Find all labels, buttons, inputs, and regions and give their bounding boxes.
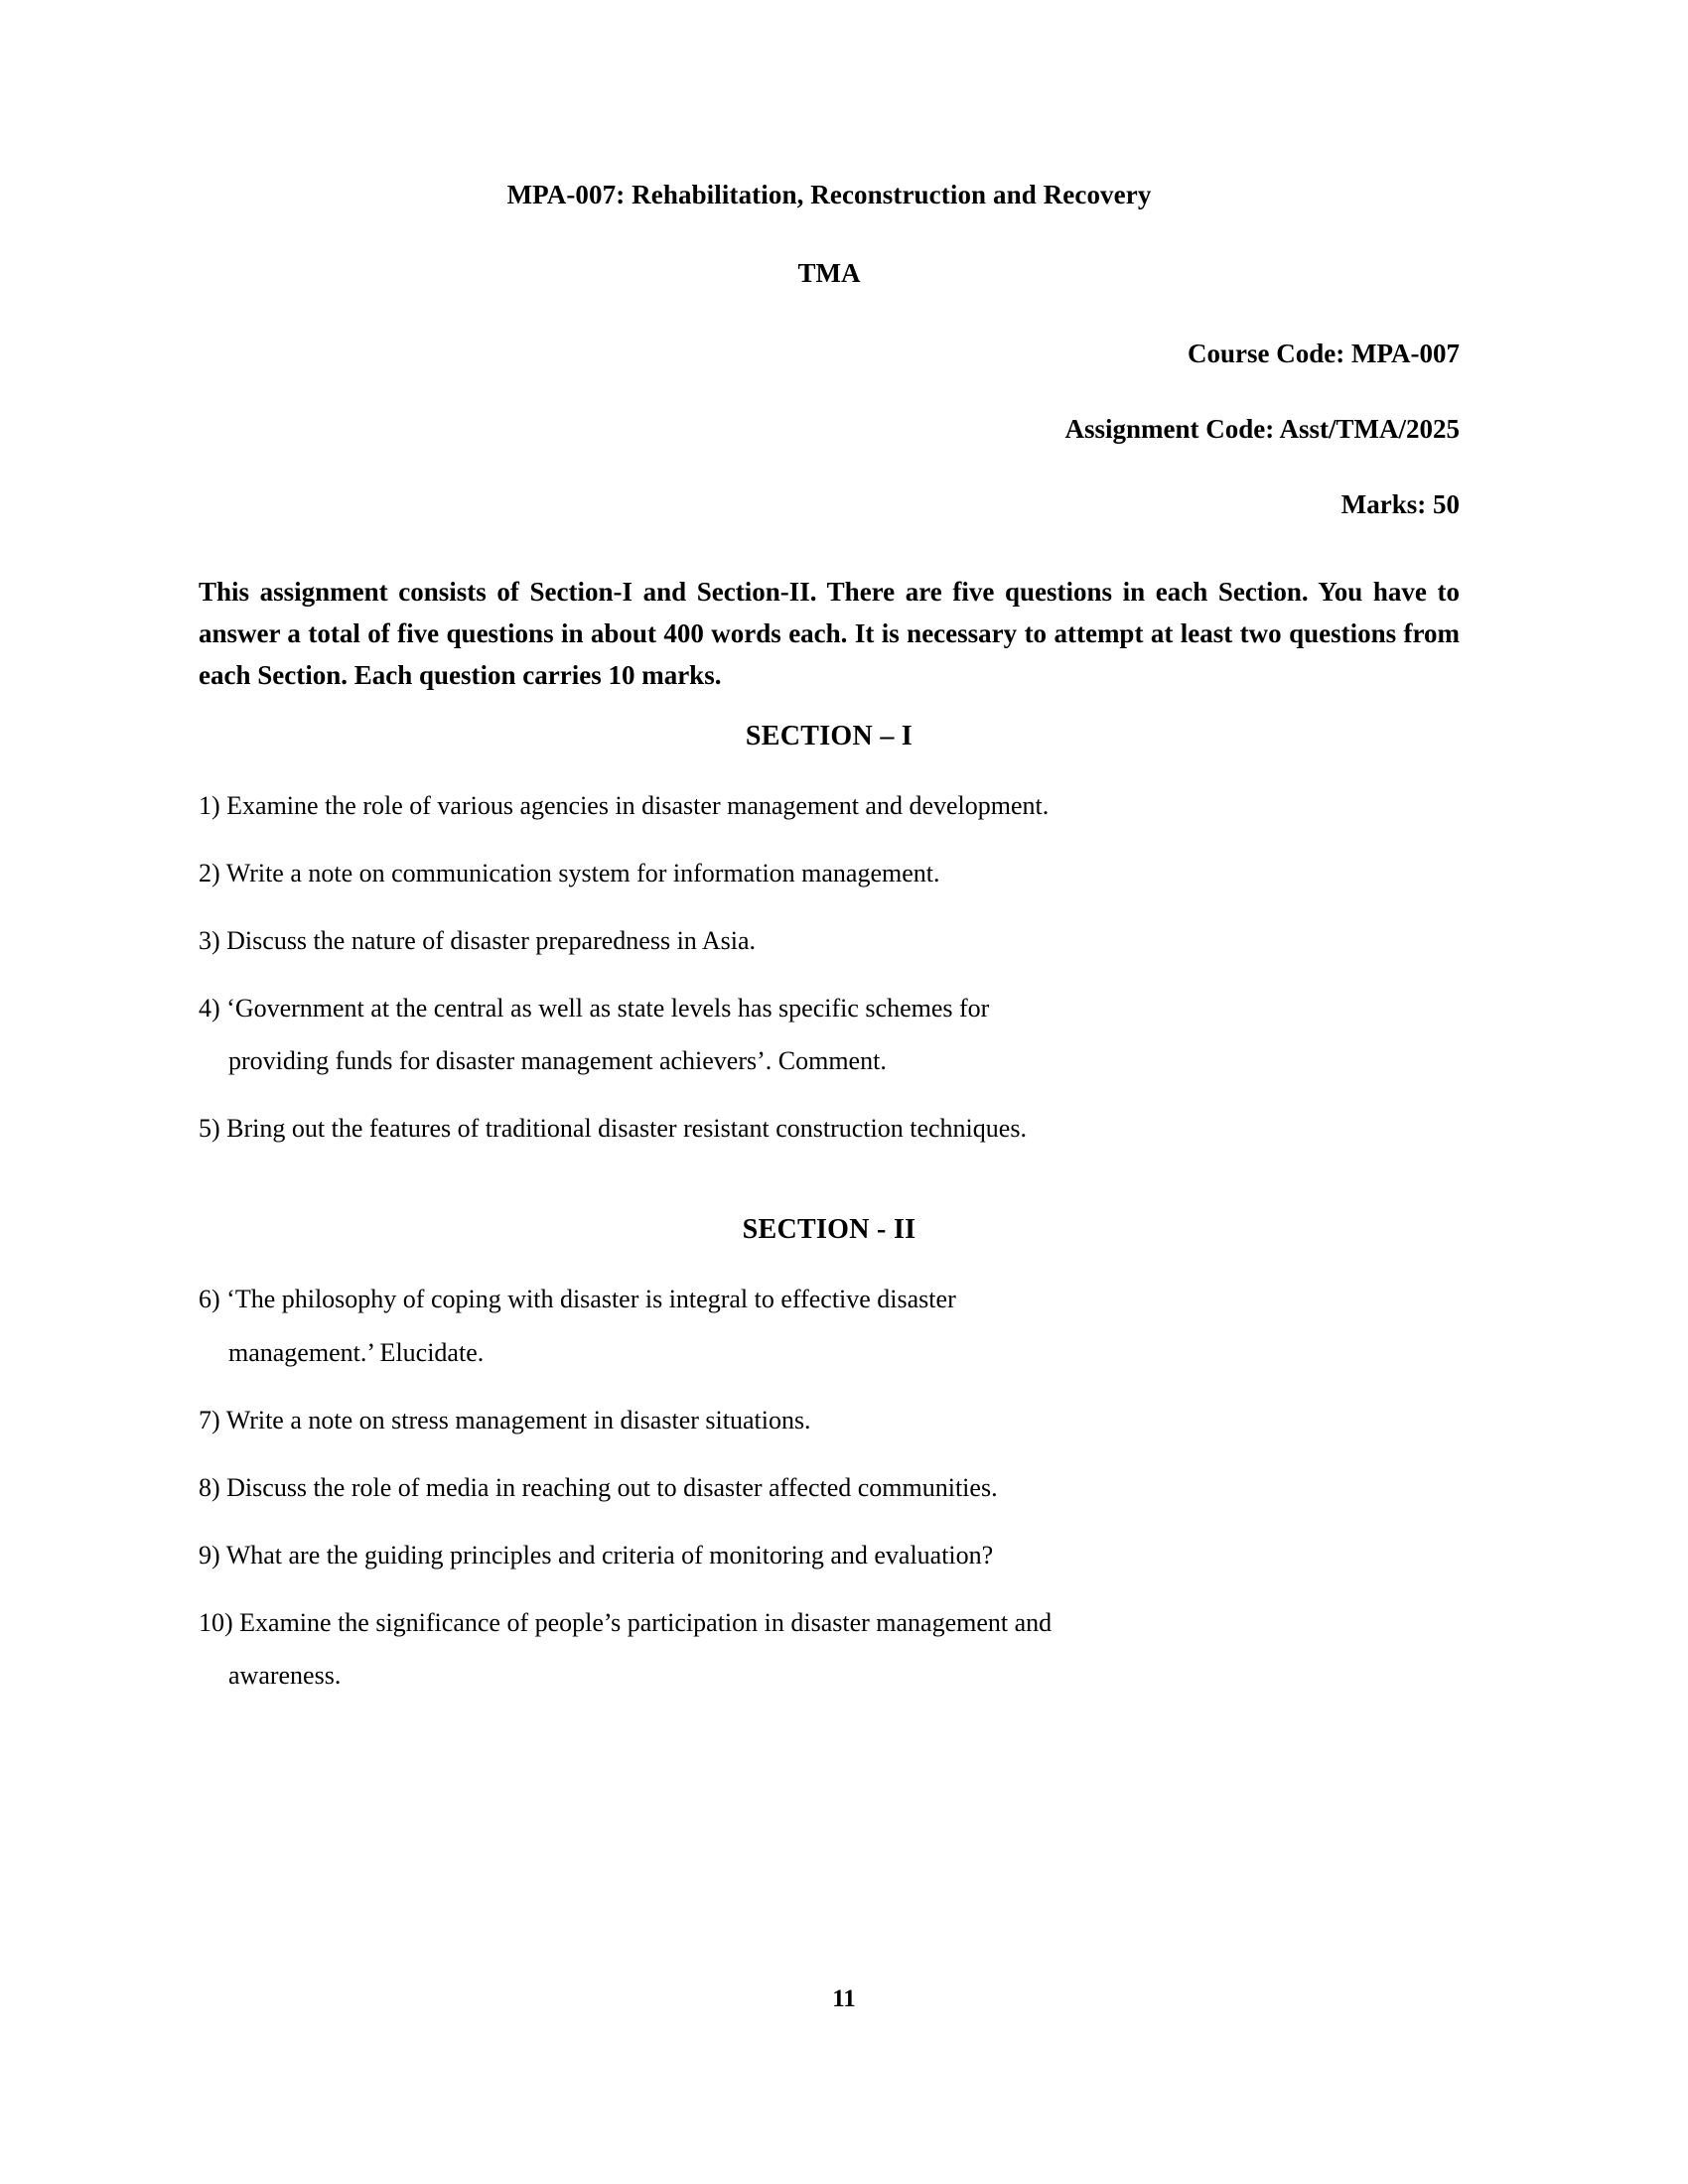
question-text-continuation: management.’ Elucidate. (228, 1337, 485, 1367)
document-subtitle: TMA (797, 258, 861, 289)
question-text: 1) Examine the role of various agencies in disaster management and development. (199, 790, 1050, 820)
question-text-continuation: awareness. (228, 1661, 342, 1691)
course-code: Course Code: MPA-007 (1188, 339, 1460, 369)
document-body (199, 179, 1460, 1725)
question-item (199, 1470, 1460, 1505)
question-item (199, 923, 1460, 958)
question-list-section-1 (199, 788, 1460, 1147)
assignment-code: Assignment Code: Asst/TMA/2025 (1064, 414, 1460, 445)
question-item (199, 991, 1460, 1078)
question-text: 3) Discuss the nature of disaster preparedness in Asia. (199, 926, 757, 956)
question-text: 4) ‘Government at the central as well as state levels has specific schemes for (199, 994, 990, 1024)
question-item (199, 1605, 1460, 1693)
question-text: 9) What are the guiding principles and criteria of monitoring and evaluation? (199, 1540, 994, 1570)
question-item (199, 1538, 1460, 1572)
assignment-instructions: This assignment consists of Section-I and Section-II. There are five questions in each Section. You have to answer a total of five questions in about 400 words each. It is necessary to attempt at least two questions from each Section. Each question carries 10 marks. (199, 577, 1460, 691)
question-text: 8) Discuss the role of media in reaching out to disaster affected communities. (199, 1472, 998, 1502)
section-spacer (199, 1178, 1460, 1196)
question-text: 7) Write a note on stress management in disaster situations. (199, 1405, 811, 1434)
section-heading-2: SECTION - II (742, 1214, 916, 1246)
question-list-section-2 (199, 1282, 1460, 1693)
question-text: 6) ‘The philosophy of coping with disaster is integral to effective disaster (199, 1285, 956, 1314)
page-number: 11 (832, 1985, 856, 2012)
document-title: MPA-007: Rehabilitation, Reconstruction and Recovery (506, 180, 1152, 209)
question-item (199, 1282, 1460, 1369)
question-text: 10) Examine the significance of people’s participation in disaster management and (199, 1607, 1053, 1637)
marks: Marks: 50 (1340, 489, 1460, 520)
section-heading-1: SECTION – I (745, 720, 914, 751)
question-text: 5) Bring out the features of traditional disaster resistant construction techniques. (199, 1114, 1027, 1144)
question-text-continuation: providing funds for disaster management achievers’. Comment. (228, 1046, 887, 1076)
question-item (199, 856, 1460, 890)
question-text: 2) Write a note on communication system for information management. (199, 859, 940, 888)
question-item (199, 1111, 1460, 1146)
question-item (199, 1403, 1460, 1437)
question-item (199, 788, 1460, 823)
